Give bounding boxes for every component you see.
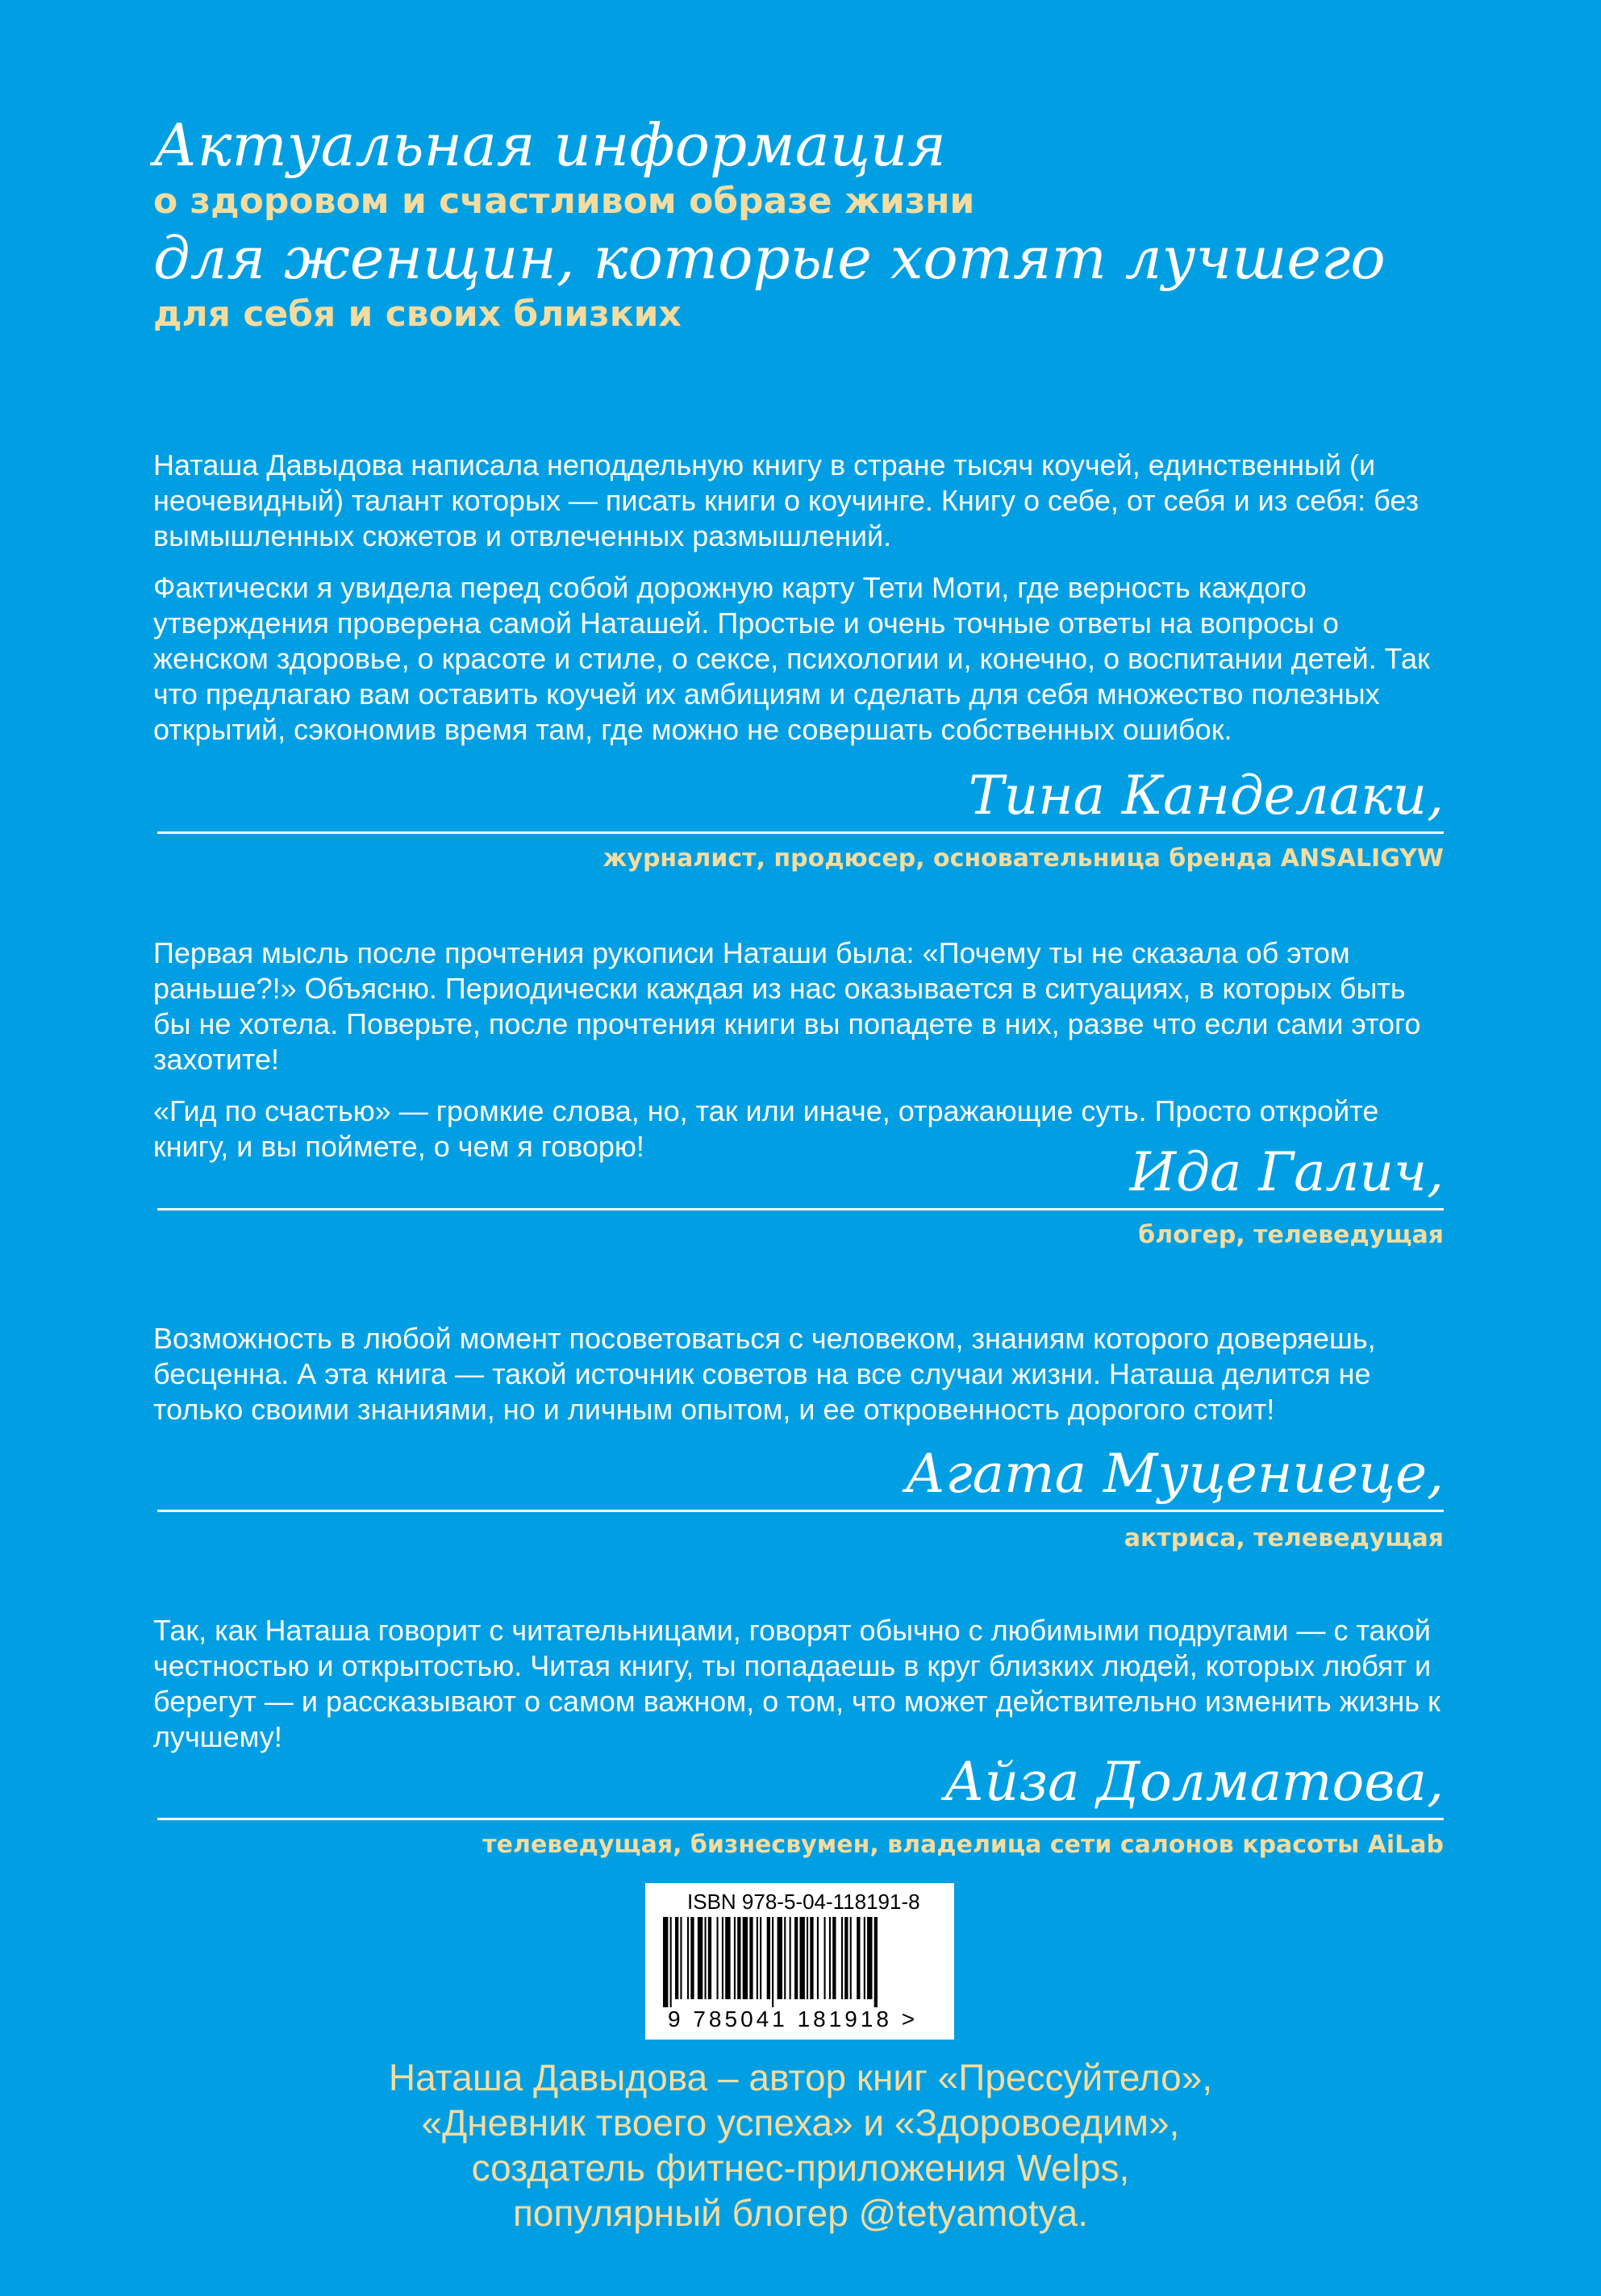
testimonial-2-author: Ида Галич, — [1129, 1141, 1444, 1203]
author-bio — [0, 2055, 1601, 2236]
testimonial-3-author-line — [157, 1432, 1444, 1512]
testimonial-2-role: блогер, телеведущая — [1138, 1221, 1444, 1249]
testimonial-4-role: телеведущая, бизнесвумен, владелица сети салонов красоты AiLab — [482, 1831, 1444, 1859]
testimonial-1-author: Тина Канделаки, — [968, 765, 1444, 827]
headline-line-1: Актуальная информация — [153, 111, 946, 179]
testimonial-paragraph: Возможность в любой момент посоветоваться с человеком, знаниям которого доверяешь, бесценна. А эта книга — такой источник советов на все случаи жизни. Наташа делится не только своими знаниями, но и личным опытом, и ее откровенность дорогого стоит! — [153, 1322, 1376, 1426]
testimonial-1-text — [153, 448, 1444, 764]
isbn-number: ISBN 978-5-04-118191-8 — [687, 1890, 920, 1914]
testimonial-paragraph: Так, как Наташа говорит с читательницами, говорят обычно с любимыми подругами — с такой честностью и открытостью. Читая книгу, ты попадаешь в круг близких людей, которых любят и берегут — и рассказывают о самом важном, о том, что может действительно изменить жизнь к лучшему! — [153, 1614, 1440, 1753]
testimonial-paragraph: Фактически я увидела перед собой дорожную карту Тети Моти, где верность каждого утверждения проверена самой Наташей. Простые и очень точные ответы на вопросы о женском здоровье, о красоте и стиле, о сексе, психологии и, конечно, о воспитании детей. Так что предлагаю вам оставить коучей их амбициям и сделать для себя множество полезных открытий, сэкономив время там, где можно не совершать собственных ошибок. — [153, 571, 1430, 746]
author-bio-line: «Дневник твоего успеха» и «Здоровоедим», — [421, 2102, 1180, 2144]
testimonial-1-author-line — [157, 754, 1444, 834]
testimonial-1-role: журналист, продюсер, основательница бренда ANSALIGYW — [602, 844, 1444, 873]
isbn-barcode — [645, 1883, 954, 2040]
author-bio-line: популярный блогер @tetyamotya. — [512, 2192, 1089, 2234]
headline-line-2: о здоровом и счастливом образе жизни — [153, 181, 975, 222]
testimonial-paragraph: «Гид по счастью» — громкие слова, но, так или иначе, отражающие суть. Просто откройте книгу, и вы поймете, о чем я говорю! — [153, 1094, 1379, 1163]
author-bio-line: Наташа Давыдова – автор книг «Прессуйтело», — [388, 2056, 1213, 2098]
testimonial-4-author-line — [157, 1740, 1444, 1820]
barcode-bars-icon — [657, 1917, 943, 2007]
barcode-digits: 9 785041 181918 > — [668, 2006, 919, 2031]
cover-headline — [153, 113, 1460, 339]
headline-line-3: для женщин, которые хотят лучшего — [153, 224, 1386, 292]
author-bio-line: создатель фитнес-приложения Welps, — [471, 2147, 1130, 2189]
testimonial-paragraph: Наташа Давыдова написала неподдельную книгу в стране тысяч коучей, единственный (и неочевидный) талант которых — писать книги о коучинге. Книгу о себе, от себя и из себя: без вымышленных сюжетов и отвлеченных размышлений. — [153, 448, 1420, 552]
testimonial-paragraph: Первая мысль после прочтения рукописи Наташи была: «Почему ты не сказала об этом раньше?!» Объясню. Периодически каждая из нас оказывается в ситуациях, в которых быть бы не хотела. Поверьте, после прочтения книги вы попадете в них, разве что если сами этого захотите! — [153, 936, 1421, 1076]
testimonial-2-author-line — [157, 1131, 1444, 1211]
testimonial-3-author: Агата Муцениеце, — [905, 1443, 1444, 1505]
testimonial-3-text — [153, 1321, 1444, 1444]
headline-line-4: для себя и своих близких — [153, 294, 682, 335]
testimonial-4-author: Айза Долматова, — [944, 1751, 1444, 1813]
testimonial-3-role: актриса, телеведущая — [1124, 1524, 1444, 1552]
